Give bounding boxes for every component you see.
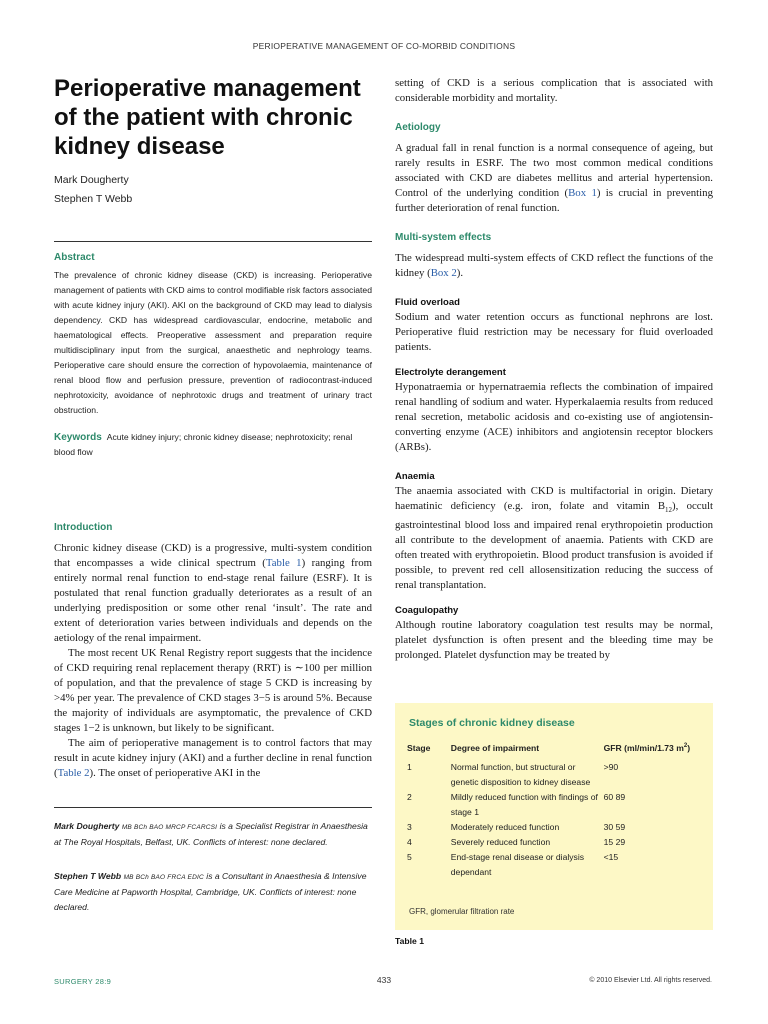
introduction-paragraph: The most recent UK Renal Registry report suggests that the incidence of CKD requiring renal replacement therapy (RRT) is ∼100 per million of population, and that the prevalence of stage 5 CKD is increasing by >4% per year. The prevalence of CKD stages 3−5 is around 5%. Because the majority of individuals are asymptomatic, the prevalence of CKD stages 1−2 is unknown, but likely to be significant. — [54, 647, 372, 734]
column-header-degree: Degree of impairment — [450, 743, 540, 753]
bio-text: is a Consultant in Anaesthesia & Intensive Care Medicine at Papworth Hospital, Cambridge, UK. Conflicts of interest: none declared. — [54, 871, 367, 912]
text-span: ). The onset of perioperative AKI in the — [89, 767, 261, 779]
fluid-overload-heading: Fluid overload — [395, 297, 460, 308]
bio-name: Stephen T Webb — [54, 871, 122, 881]
author-bios — [54, 807, 372, 915]
text-span: Chronic kidney disease (CKD) is a progressive, multi-system condition that encompasses a wide clinical spectrum ( — [54, 542, 372, 569]
subscript: 12 — [665, 506, 673, 515]
abstract-text: The prevalence of chronic kidney disease (CKD) is increasing. Perioperative management of patients with CKD aims to control modifiable risk factors associated with acute kidney injury (AKI). AKI on the background of CKD may lead to dialysis dependency. CKD has widespread cardiovascular, endocrine, metabolic and haematological effects. Preoperative assessment and preparation require multidisciplinary input from the surgical, anaesthetic and nephrology teams. Perioperative care should ensure the correction of hypovolaemia, maintenance of renal blood flow and perfusion pressure, prevention of radiocontrast-induced nephrotoxicity, avoidance of nephrotoxic drugs and treatment of urinary tract obstruction. — [54, 270, 372, 415]
text-span: ) is crucial in preventing further deterioration of renal function. — [395, 187, 713, 214]
cell-stage: 4 — [407, 837, 412, 847]
cell-stage: 5 — [407, 852, 412, 862]
text-span: ) ranging from entirely normal renal function to end-stage renal failure (ESRF). It is postulated that renal function gradually deteriorates as a result of an underlying predisposition or some other renal ‘insult’. The rate and extent of deterioration varies between individuals and depends on the aetiology of the renal impairment. — [54, 557, 373, 644]
text-span: A gradual fall in renal function is a normal consequence of ageing, but rarely results in ESRF. The two most common medical conditions associated with CKD are diabetes mellitus and arterial hypertension. Control of the underlying condition ( — [395, 142, 713, 199]
column-header-gfr — [604, 743, 713, 760]
text-span: GFR (ml/min/1.73 m — [603, 743, 684, 753]
bio-credentials: MB BCh BAO MRCP FCARCSI — [121, 824, 218, 831]
text-span: The anaemia associated with CKD is multifactorial in origin. Dietary haematinic deficiency (e.g. iron, folate and vitamin B — [395, 485, 713, 512]
article-title: Perioperative management of the patient with chronic kidney disease — [54, 75, 361, 160]
author-bio — [54, 869, 372, 915]
introduction-paragraph — [54, 736, 372, 781]
table-row — [407, 760, 713, 790]
keywords — [54, 430, 372, 460]
cell-degree: Moderately reduced function — [450, 822, 560, 832]
bio-name: Mark Dougherty — [54, 821, 120, 831]
cell-degree: Mildly reduced function with findings of stage 1 — [450, 792, 598, 817]
column-header-stage: Stage — [407, 743, 431, 753]
author-name: Mark Dougherty — [54, 174, 129, 186]
superscript: 2 — [683, 743, 688, 750]
cell-gfr: 60 89 — [603, 792, 626, 802]
table-header-row — [407, 743, 713, 760]
aetiology-heading: Aetiology — [395, 122, 441, 133]
author-name: Stephen T Webb — [54, 193, 133, 205]
table-1-box — [395, 703, 713, 930]
abstract-heading: Abstract — [54, 252, 95, 263]
cell-stage: 3 — [407, 822, 412, 832]
introduction-paragraph — [54, 541, 372, 646]
cell-gfr: >90 — [603, 762, 619, 772]
text-span: ) — [687, 743, 691, 753]
bio-text: is a Specialist Registrar in Anaesthesia at The Royal Hospitals, Belfast, UK. Conflicts of interest: none declared. — [54, 821, 368, 847]
aetiology-paragraph — [395, 141, 713, 216]
author-bio — [54, 819, 372, 850]
abstract-section — [54, 241, 372, 460]
fluid-overload-paragraph: Sodium and water retention occurs as functional nephrons are lost. Perioperative fluid restriction may be necessary for fluid overloaded patients. — [395, 311, 713, 353]
journal-citation: SURGERY 28:9 — [54, 977, 112, 986]
table-row — [407, 820, 713, 835]
table-title: Stages of chronic kidney disease — [409, 717, 575, 729]
coagulopathy-heading: Coagulopathy — [395, 605, 459, 617]
page-number: 433 — [376, 975, 392, 985]
cell-stage: 1 — [407, 762, 412, 772]
stages-table — [407, 743, 713, 880]
cell-stage: 2 — [407, 792, 412, 802]
cell-gfr: 15 29 — [603, 837, 626, 847]
copyright: © 2010 Elsevier Ltd. All rights reserved. — [589, 977, 712, 984]
left-column — [54, 74, 372, 934]
right-column — [395, 76, 713, 663]
continuation-paragraph: setting of CKD is a serious complication that is associated with considerable morbidity and mortality. — [395, 77, 713, 104]
coagulopathy-paragraph: Although routine laboratory coagulation test results may be normal, platelet dysfunction is often present and the bleeding time may be prolonged. Platelet dysfunction may be treated by — [395, 619, 713, 662]
introduction-heading: Introduction — [54, 522, 113, 533]
text-span: ), occult gastrointestinal blood loss and impaired renal erythropoietin production all contribute to the development of anaemia. Patients with CKD are often treated with erythropoietin. Blood product transfusion is avoided if possible, to prevent red cell allosensitization reducing the success of renal transplantation. — [395, 500, 714, 592]
table-row — [407, 835, 713, 850]
cell-degree: Normal function, but structural or genetic disposition to kidney disease — [450, 762, 591, 787]
cell-gfr: <15 — [603, 852, 619, 862]
multisystem-paragraph — [395, 251, 713, 281]
table-footnote: GFR, glomerular filtration rate — [409, 907, 515, 916]
table-row — [407, 790, 713, 820]
text-span: ). — [456, 267, 464, 279]
table-row — [407, 850, 713, 880]
running-head: PERIOPERATIVE MANAGEMENT OF CO-MORBID CONDITIONS — [252, 41, 516, 51]
anaemia-heading: Anaemia — [395, 471, 435, 482]
cell-degree: End-stage renal disease or dialysis dependant — [450, 852, 585, 877]
electrolyte-heading: Electrolyte derangement — [395, 367, 506, 378]
table-2-link[interactable]: Table 2 — [57, 767, 90, 779]
table-label: Table 1 — [395, 936, 424, 946]
cell-degree: Severely reduced function — [450, 837, 551, 847]
text-span: The widespread multi-system effects of CKD reflect the functions of the kidney ( — [395, 252, 713, 279]
keywords-text: Acute kidney injury; chronic kidney disease; nephrotoxicity; renal blood flow — [54, 432, 353, 457]
box-1-link[interactable]: Box 1 — [568, 187, 597, 199]
box-2-link[interactable]: Box 2 — [430, 267, 457, 279]
electrolyte-paragraph: Hyponatraemia or hypernatraemia reflects the combination of impaired renal handling of sodium and water. Hyperkalaemia results from reduced renal secretion, metabolic acidosis and co-existing use of angiotensin-converting enzyme (ACE) inhibitors and angiotensin receptor blockers (ARBs). — [395, 381, 713, 453]
keywords-label: Keywords — [54, 432, 102, 443]
text-span: The aim of perioperative management is to control factors that may result in acute kidney injury (AKI) and a further decline in renal function ( — [54, 737, 372, 779]
cell-gfr: 30 59 — [603, 822, 626, 832]
anaemia-paragraph — [395, 484, 713, 593]
bio-credentials: MB BCh BAO FRCA EDIC — [123, 874, 204, 881]
table-1-link[interactable]: Table 1 — [265, 557, 302, 569]
multisystem-heading: Multi-system effects — [395, 232, 492, 243]
